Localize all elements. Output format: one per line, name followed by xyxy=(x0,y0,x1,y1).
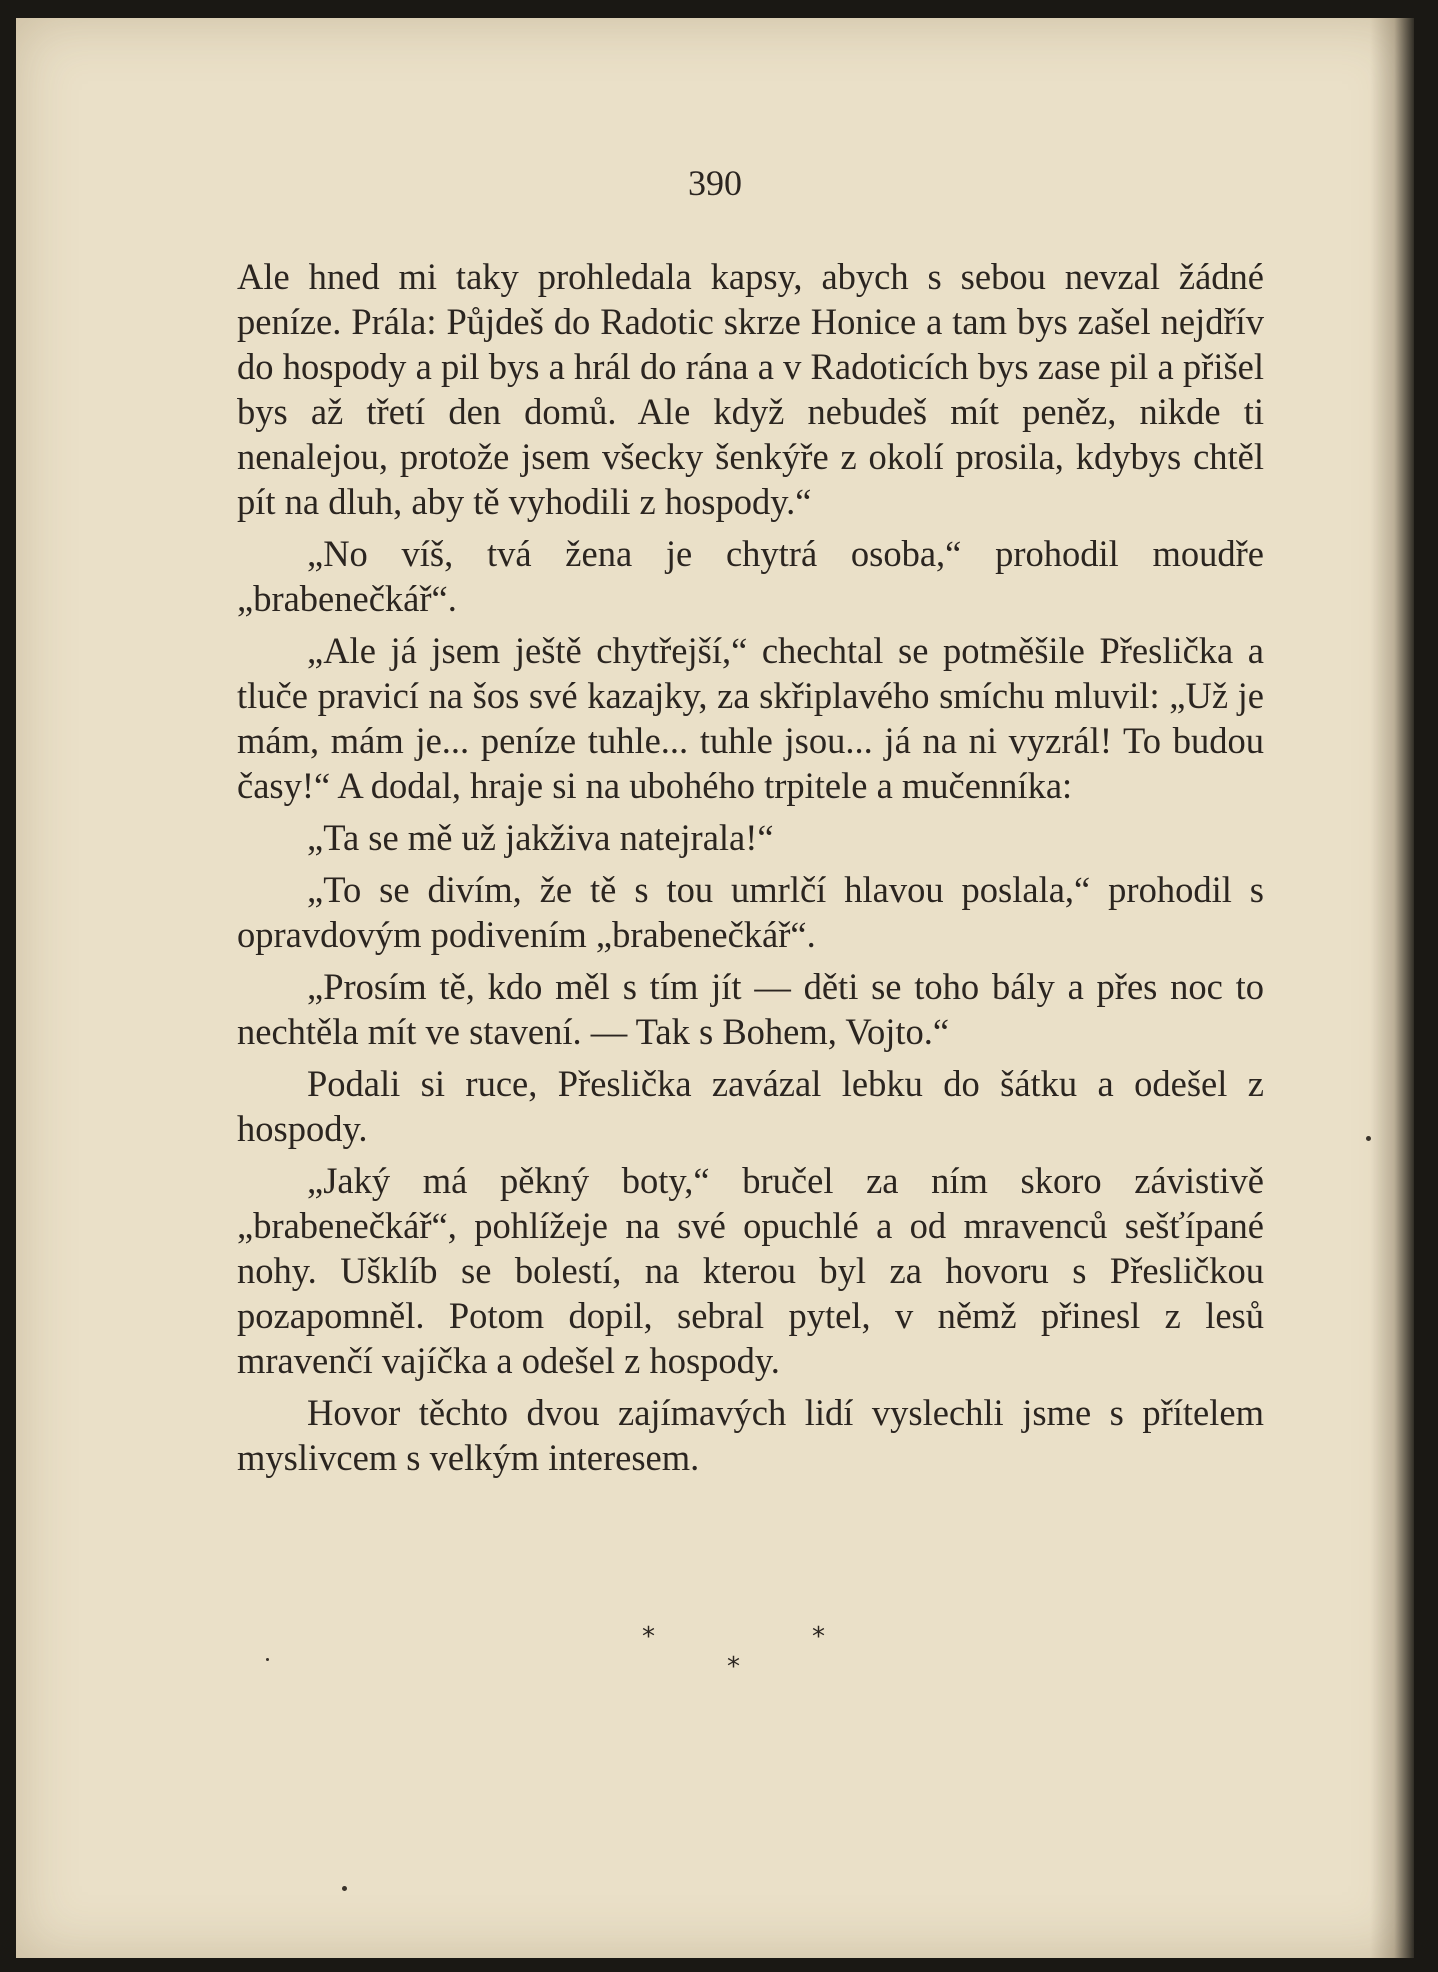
paragraph: „No víš, tvá žena je chytrá osoba,“ prohodil moudře „brabenečkář“. xyxy=(237,533,1264,619)
asterisk-icon: * xyxy=(642,1622,655,1652)
paper-speck xyxy=(1366,1136,1371,1141)
paragraph: „Ale já jsem ještě chytřejší,“ chechtal se potměšile Přeslička a tluče pravicí na šos své kazajky, za skřiplavého smíchu mluvil: „Už je mám, mám je... peníze tuhle... tuhle jsou... já na ni vyzrál! To budou časy!“ A dodal, hraje si na ubohého trpitele a mučenníka: xyxy=(237,630,1264,806)
paragraph: „Ta se mě už jakživa natejrala!“ xyxy=(307,817,774,858)
asterisk-icon: * xyxy=(727,1652,740,1682)
paragraph: „Jaký má pěkný boty,“ bručel za ním skoro závistivě „brabenečkář“, pohlížeje na své opuchlé a od mravenců sešťípané nohy. Ušklíb se bolestí, na kterou byl za hovoru s Přesličkou pozapomněl. Potom dopil, sebral pytel, v němž přinesl z lesů mravenčí vajíčka a odešel z hospody. xyxy=(237,1160,1264,1381)
paper-speck xyxy=(266,1658,269,1661)
paragraph: Podali si ruce, Přeslička zavázal lebku do šátku a odešel z hospody. xyxy=(237,1063,1264,1149)
book-page xyxy=(16,18,1414,1958)
body-text xyxy=(237,254,1264,1487)
paragraph: „Prosím tě, kdo měl s tím jít — děti se toho bály a přes noc to nechtěla mít ve stavení. — Tak s Bohem, Vojto.“ xyxy=(237,966,1264,1052)
paragraph: Ale hned mi taky prohledala kapsy, abych s sebou nevzal žádné peníze. Prála: Půjdeš do Radotic skrze Honice a tam bys zašel nejdřív do hospody a pil bys a hrál do rána a v Radoticích bys zase pil a přišel bys až třetí den domů. Ale když nebudeš mít peněz, nikde ti nenalejou, protože jsem všecky šenkýře z okolí prosila, kdybys chtěl pít na dluh, aby tě vyhodili z hospody.“ xyxy=(237,256,1264,522)
paragraph: Hovor těchto dvou zajímavých lidí vyslechli jsme s přítelem myslivcem s velkým interesem. xyxy=(237,1392,1264,1478)
asterisk-icon: * xyxy=(812,1622,825,1652)
section-break-asterism xyxy=(16,1622,1414,1692)
page-number: 390 xyxy=(688,163,742,203)
paper-speck xyxy=(342,1886,347,1891)
paragraph: „To se divím, že tě s tou umrlčí hlavou poslala,“ prohodil s opravdovým podivením „brabenečkář“. xyxy=(237,869,1264,955)
